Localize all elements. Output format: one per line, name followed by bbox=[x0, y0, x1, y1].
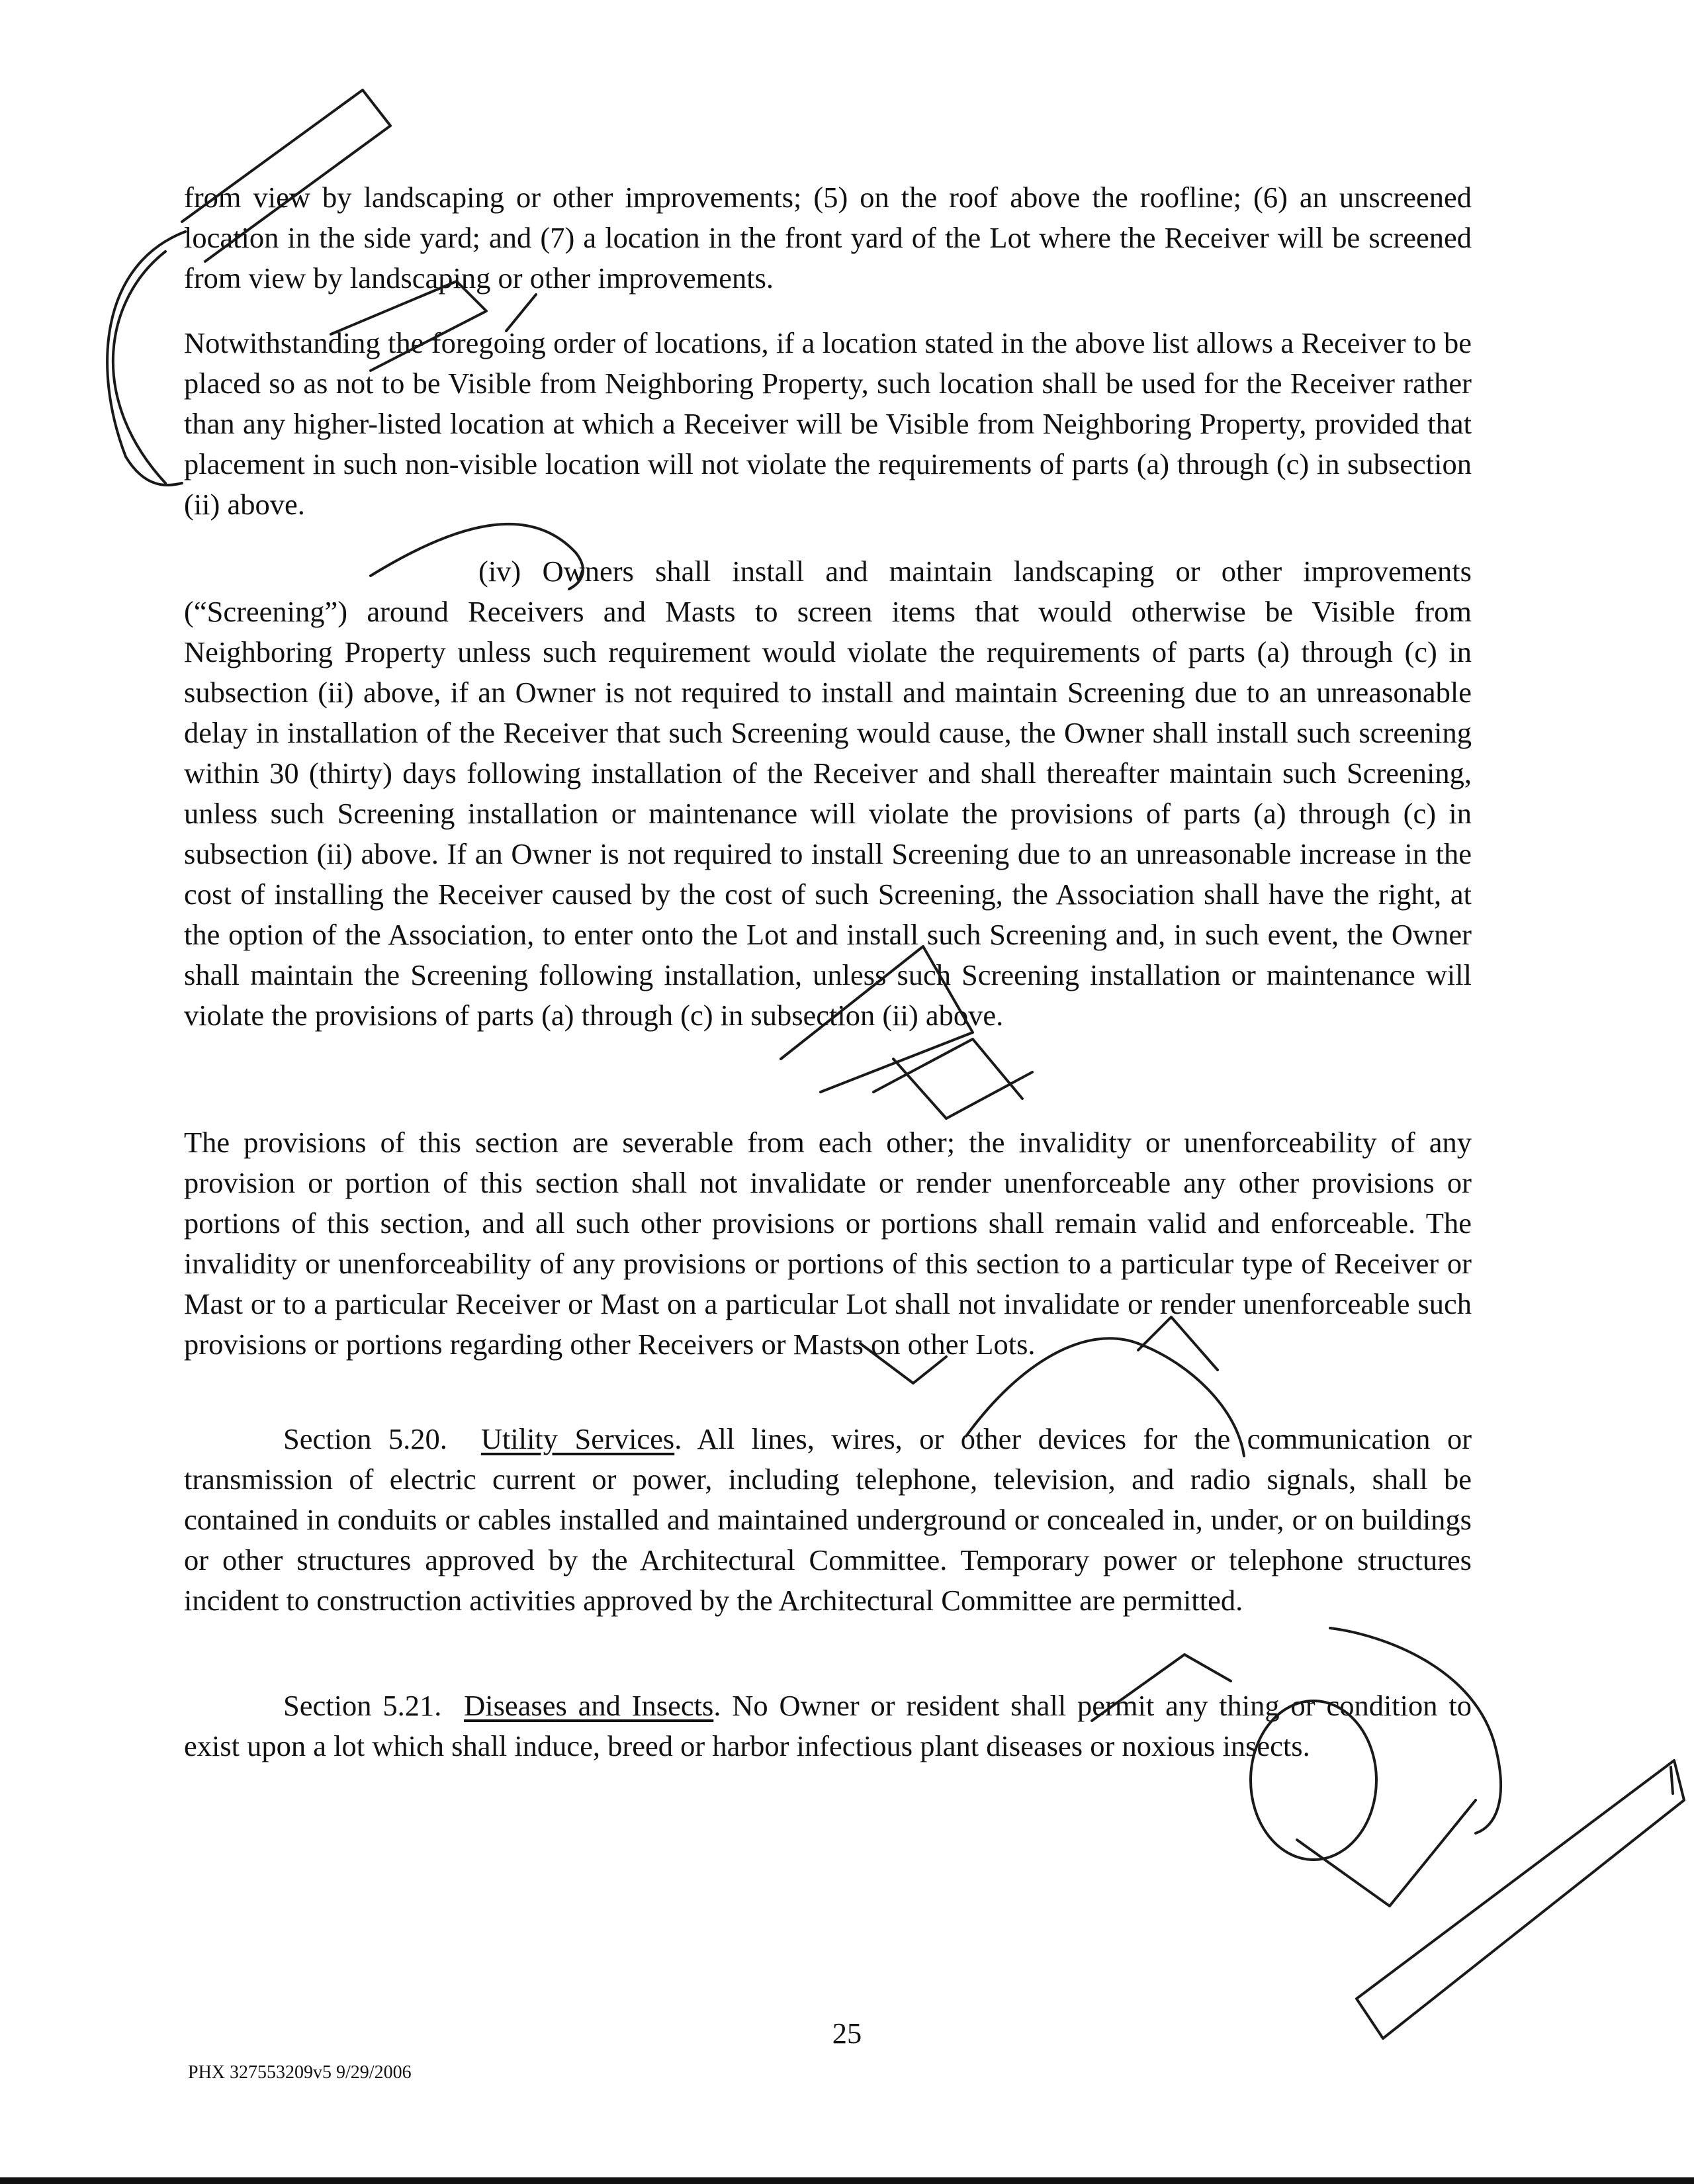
section-5-20-title: Utility Services bbox=[480, 1422, 675, 1455]
scan-bottom-edge bbox=[0, 2177, 1694, 2184]
section-5-21-number: Section 5.21. bbox=[283, 1689, 442, 1722]
section-5-21-diseases-and-insects bbox=[184, 1686, 1472, 1766]
section-5-20-utility-services bbox=[184, 1419, 1472, 1621]
page-number: 25 bbox=[832, 2017, 862, 2050]
paragraph-receiver-locations-continued: from view by landscaping or other improvements; (5) on the roof above the roofline; (6) an unscreened location in the side yard; and (7) a location in the front yard of the Lot where the Receiver will be screened from view by landscaping or other improvements. bbox=[184, 181, 1472, 295]
document-id: PHX 327553209v5 9/29/2006 bbox=[188, 2062, 412, 2083]
paragraph-severability: The provisions of this section are severable from each other; the invalidity or unenforceability of any provision or portion of this section shall not invalidate or render unenforceable any other provisions or portions of this section, and all such other provisions or portions shall remain valid and enforceable. The invalidity or unenforceability of any provisions or portions of this section to a particular type of Receiver or Mast or to a particular Receiver or Mast on a particular Lot shall not invalidate or render unenforceable such provisions or portions regarding other Receivers or Masts on other Lots. bbox=[184, 1126, 1472, 1361]
section-5-21-title: Diseases and Insects bbox=[464, 1689, 714, 1722]
paragraph-screening-iv: (iv) Owners shall install and maintain landscaping or other improvements (“Screening”) around Receivers and Masts to screen items that would otherwise be Visible from Neighboring Property unless such requirement would violate the requirements of parts (a) through (c) in subsection (ii) above, if an Owner is not required to install and maintain Screening due to an unreasonable delay in installation of the Receiver that such Screening would cause, the Owner shall install such screening within 30 (thirty) days following installation of the Receiver and shall thereafter maintain such Screening, unless such Screening installation or maintenance will violate the provisions of parts (a) through (c) in subsection (ii) above. If an Owner is not required to install Screening due to an unreasonable increase in the cost of installing the Receiver caused by the cost of such Screening, the Association shall have the right, at the option of the Association, to enter onto the Lot and install such Screening and, in such event, the Owner shall maintain the Screening following installation, unless such Screening installation or maintenance will violate the provisions of parts (a) through (c) in subsection (ii) above. bbox=[184, 555, 1472, 1032]
paragraph-notwithstanding: Notwithstanding the foregoing order of locations, if a location stated in the above list allows a Receiver to be placed so as not to be Visible from Neighboring Property, such location shall be used for the Receiver rather than any higher-listed location at which a Receiver will be Visible from Neighboring Property, provided that placement in such non-visible location will not violate the requirements of parts (a) through (c) in subsection (ii) above. bbox=[184, 326, 1472, 521]
section-5-20-number: Section 5.20. bbox=[283, 1422, 447, 1455]
section-5-21-body: . No Owner or resident shall permit any thing or condition to exist upon a lot which shall induce, breed or harbor infectious plant diseases or noxious insects. bbox=[184, 1689, 1472, 1762]
section-5-20-body: . All lines, wires, or other devices for the communication or transmission of electric current or power, including telephone, television, and radio signals, shall be contained in conduits or cables installed and maintained underground or concealed in, under, or on buildings or other structures approved by the Architectural Committee. Temporary power or telephone structures incident to construction activities approved by the Architectural Committee are permitted. bbox=[184, 1422, 1472, 1617]
